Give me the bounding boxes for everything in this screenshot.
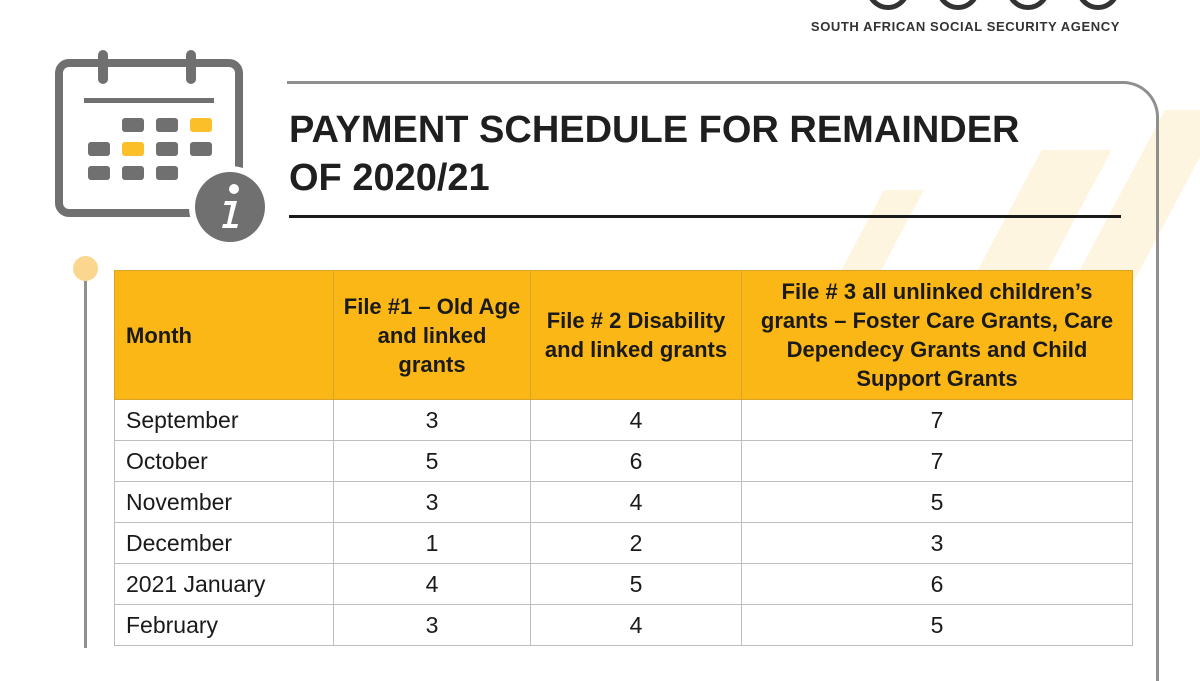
agency-name: SOUTH AFRICAN SOCIAL SECURITY AGENCY: [810, 19, 1120, 34]
title-line-2: OF 2020/21: [289, 157, 490, 199]
calendar-icon: [54, 46, 274, 246]
title-divider: [289, 215, 1121, 218]
file-3-cell: 7: [742, 441, 1133, 482]
month-cell: December: [115, 523, 334, 564]
file-3-cell: 5: [742, 605, 1133, 646]
month-cell: November: [115, 482, 334, 523]
column-header-month: Month: [115, 271, 334, 400]
table-row: [115, 605, 1133, 646]
column-header-file-2: File # 2 Disability and linked grants: [531, 271, 742, 400]
file-2-cell: 4: [531, 605, 742, 646]
file-1-cell: 3: [334, 605, 531, 646]
file-1-cell: 5: [334, 441, 531, 482]
file-1-cell: 1: [334, 523, 531, 564]
file-2-cell: 6: [531, 441, 742, 482]
file-1-cell: 4: [334, 564, 531, 605]
table-header-row: [115, 271, 1133, 400]
file-3-cell: 6: [742, 564, 1133, 605]
table-row: [115, 400, 1133, 441]
file-2-cell: 4: [531, 400, 742, 441]
agency-logo: [820, 0, 1120, 12]
month-cell: September: [115, 400, 334, 441]
column-header-file-1: File #1 – Old Age and linked grants: [334, 271, 531, 400]
file-2-cell: 2: [531, 523, 742, 564]
file-1-cell: 3: [334, 482, 531, 523]
table-row: [115, 564, 1133, 605]
file-2-cell: 4: [531, 482, 742, 523]
page-title: [289, 106, 1129, 202]
table-row: [115, 441, 1133, 482]
file-3-cell: 3: [742, 523, 1133, 564]
table-row: [115, 482, 1133, 523]
table-row: [115, 523, 1133, 564]
month-cell: October: [115, 441, 334, 482]
file-3-cell: 5: [742, 482, 1133, 523]
timeline-line: [84, 268, 87, 648]
payment-schedule-table: [114, 270, 1133, 646]
title-line-1: PAYMENT SCHEDULE FOR REMAINDER: [289, 109, 1020, 151]
file-1-cell: 3: [334, 400, 531, 441]
file-3-cell: 7: [742, 400, 1133, 441]
month-cell: 2021 January: [115, 564, 334, 605]
file-2-cell: 5: [531, 564, 742, 605]
timeline-dot: [73, 256, 98, 281]
month-cell: February: [115, 605, 334, 646]
column-header-file-3: File # 3 all unlinked children’s grants – Foster Care Grants, Care Dependecy Grants and Child Support Grants: [742, 271, 1133, 400]
